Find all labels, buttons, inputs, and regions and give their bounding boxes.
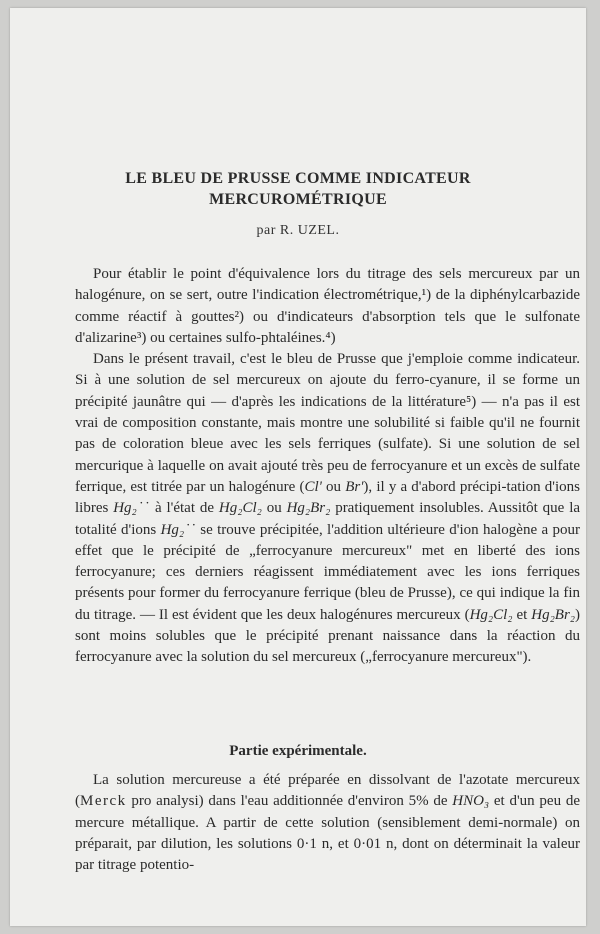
paragraph-3: La solution mercureuse a été préparée en dissolvant de l'azotate mercureux (Merck pro analysi) dans l'eau additionnée d'environ 5% de HNO₃ et d'un peu de mercure métallique. A partir de cette solution (sensiblement demi-normale) on préparait, par dilution, les solutions 0·1 n, et 0·01 n, dont on déterminait la valeur par titrage potentio- (75, 772, 580, 874)
paragraph-2: Dans le présent travail, c'est le bleu de Prusse que j'emploie comme indicateur. Si à une solution de sel mercureux on ajoute du ferro-cyanure, il se forme un précipité jaunâtre qui — d'après les indications de la littérature⁵) — n'a pas il est vrai de composition constante, mais montre une solubilité si faible qu'il ne fournit pas de coloration bleue avec les sels ferriques (sulfate). Si une solution de sel mercurique à laquelle on avait ajouté très peu de ferrocyanure et un excès de sulfate ferrique, est titrée par un halogénure (Cl' ou Br'), il y a d'abord précipi-tation d'ions libres Hg₂˙˙ à l'état de Hg₂Cl₂ ou Hg₂Br₂ pratiquement insolubles. Aussitôt que la totalité d'ions Hg₂˙˙ se trouve précipitée, l'addition ultérieure d'ion halogène a pour effet que le précipité de „ferrocyanure mercureux" met en liberté des ions ferrocyanure; ces derniers réagissent immédiatement avec les ions ferriques présents pour former du ferrocyanure ferrique (bleu de Prusse), ce qui indique la fin du titrage. — Il est évident que les deux halogénures mercureux (Hg₂Cl₂ et Hg₂Br₂) sont moins solubles que le précipité prenant naissance dans la réaction du ferrocyanure avec la solution du sel mercureux („ferrocyanure mercureux"). (75, 351, 581, 666)
formula-hno3: HNO₃ (452, 793, 490, 810)
paragraph-1: Pour établir le point d'équivalence lors du titrage des sels mercureux par un halogénure, on se sert, outre l'indication électrométrique,¹) de la diphénylcarbazide comme réactif à gouttes²) ou d'indicateurs d'absorption tels que le sulfonate d'alizarine³) ou certaines sulfo-phtaléines.⁴) (75, 266, 580, 346)
formula-br: Br' (345, 478, 364, 495)
formula-hg2cl2: Hg₂Cl₂ (469, 606, 513, 623)
introduction-section (75, 264, 580, 669)
section-heading: Partie expérimentale. (229, 743, 367, 759)
formula-hg2cl2: Hg₂Cl₂ (218, 500, 262, 517)
formula-cl: Cl' (304, 478, 322, 495)
author-line: par R. UZEL. (256, 223, 340, 238)
paper-page (10, 8, 586, 926)
article-title (10, 168, 586, 210)
title-line-1: LE BLEU DE PRUSSE COMME INDICATEUR (125, 170, 471, 187)
formula-hg2br2: Hg₂Br₂ (531, 606, 575, 623)
formula-hg-ion: Hg₂˙˙ (160, 521, 196, 538)
merck-name: Merck (80, 793, 127, 810)
formula-hg-ion: Hg₂˙˙ (113, 500, 151, 517)
experimental-section (75, 770, 580, 876)
title-line-2: MERCUROMÉTRIQUE (209, 191, 387, 208)
formula-hg2br2: Hg₂Br₂ (286, 500, 331, 517)
